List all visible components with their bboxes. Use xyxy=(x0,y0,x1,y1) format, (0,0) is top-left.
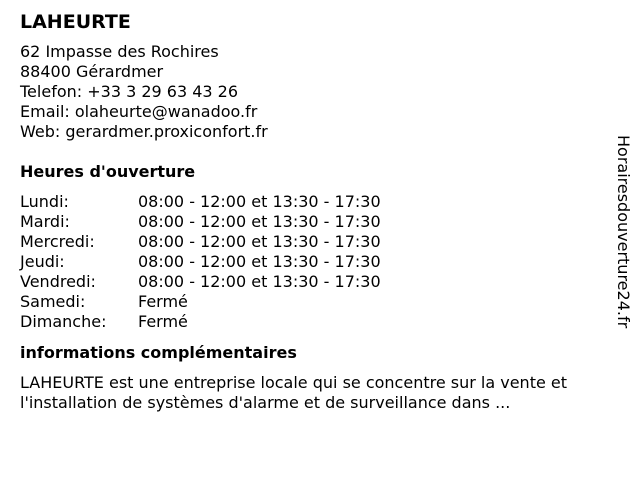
day-label: Mercredi: xyxy=(20,232,95,251)
hours-row-thursday xyxy=(20,252,610,272)
hours-row-tuesday xyxy=(20,212,610,232)
hours-row-sunday xyxy=(20,312,610,332)
day-label: Dimanche: xyxy=(20,312,107,331)
hours-row-saturday xyxy=(20,292,610,312)
day-label: Samedi: xyxy=(20,292,86,311)
day-hours: 08:00 - 12:00 et 13:30 - 17:30 xyxy=(138,212,381,231)
hours-heading: Heures d'ouverture xyxy=(20,162,196,181)
business-name: LAHEURTE xyxy=(20,11,131,33)
day-hours: 08:00 - 12:00 et 13:30 - 17:30 xyxy=(138,272,381,291)
address-block xyxy=(20,42,610,142)
day-hours: 08:00 - 12:00 et 13:30 - 17:30 xyxy=(138,232,381,251)
info-description: LAHEURTE est une entreprise locale qui se concentre sur la vente et l'installation de systèmes d'alarme et de surveillance dans ... xyxy=(20,373,568,412)
hours-row-friday xyxy=(20,272,610,292)
hours-list xyxy=(20,192,610,332)
address-line-1: 62 Impasse des Rochires xyxy=(20,42,219,61)
day-hours: Fermé xyxy=(138,312,188,331)
day-label: Mardi: xyxy=(20,212,70,231)
email-line: Email: olaheurte@wanadoo.fr xyxy=(20,102,258,121)
business-card xyxy=(20,10,610,413)
hours-row-wednesday xyxy=(20,232,610,252)
info-heading: informations complémentaires xyxy=(20,343,297,362)
site-watermark: Horairesdouverture24.fr xyxy=(614,135,633,329)
day-hours: 08:00 - 12:00 et 13:30 - 17:30 xyxy=(138,252,381,271)
phone-line: Telefon: +33 3 29 63 43 26 xyxy=(20,82,239,101)
day-label: Vendredi: xyxy=(20,272,96,291)
day-hours: Fermé xyxy=(138,292,188,311)
day-hours: 08:00 - 12:00 et 13:30 - 17:30 xyxy=(138,192,381,211)
day-label: Lundi: xyxy=(20,192,69,211)
hours-row-monday xyxy=(20,192,610,212)
web-line: Web: gerardmer.proxiconfort.fr xyxy=(20,122,268,141)
address-line-2: 88400 Gérardmer xyxy=(20,62,164,81)
day-label: Jeudi: xyxy=(20,252,65,271)
